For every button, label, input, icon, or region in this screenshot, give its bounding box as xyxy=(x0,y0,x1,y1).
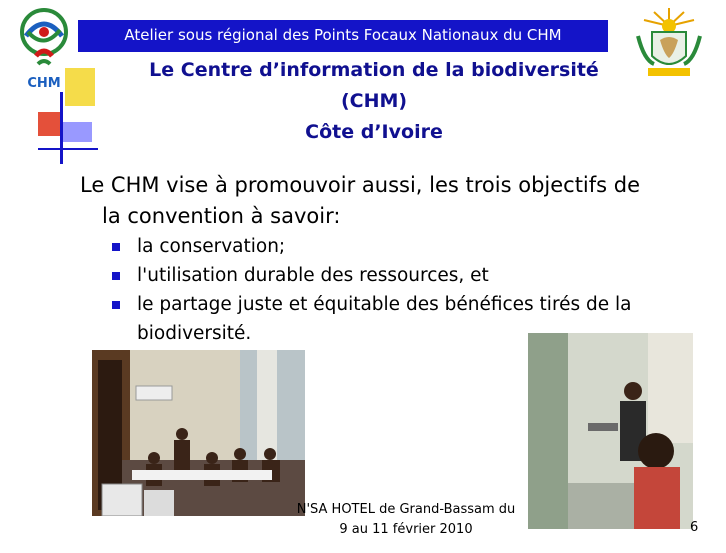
intro-paragraph xyxy=(80,170,710,232)
logo-text: CHM xyxy=(27,76,61,91)
decor-horizontal-line xyxy=(38,148,98,150)
objectives-list xyxy=(112,232,672,348)
intro-line-2: la convention à savoir: xyxy=(102,204,341,228)
page-number: 6 xyxy=(690,520,699,535)
list-item xyxy=(112,232,672,261)
footer xyxy=(296,500,516,540)
bullet-text: l'utilisation durable des ressources, et xyxy=(137,265,489,286)
meeting-room-photo xyxy=(92,350,305,516)
footer-line-1: N'SA HOTEL de Grand-Bassam du xyxy=(296,502,516,517)
presenter-photo xyxy=(528,333,693,529)
list-item xyxy=(112,261,672,290)
intro-line-1: Le CHM vise à promouvoir aussi, les trois objectifs de xyxy=(80,173,641,197)
footer-line-2: 9 au 11 février 2010 xyxy=(339,522,473,537)
chm-globe-logo-icon xyxy=(14,6,74,70)
square-bullet-icon xyxy=(112,243,120,251)
decor-red-block xyxy=(38,112,60,136)
title-line-2: (CHM) xyxy=(340,90,408,112)
bullet-text: la conservation; xyxy=(137,236,286,257)
decor-vertical-line xyxy=(60,92,63,164)
slide-title xyxy=(84,55,664,148)
bullet-text: le partage juste et équitable des bénéfices tirés de la biodiversité. xyxy=(137,294,632,344)
header-subtitle: Atelier sous régional des Points Focaux Nationaux du CHM xyxy=(124,26,562,44)
title-line-3: Côte d’Ivoire xyxy=(305,121,443,143)
square-bullet-icon xyxy=(112,272,120,280)
title-line-1: Le Centre d’information de la biodiversité xyxy=(149,59,599,81)
square-bullet-icon xyxy=(112,301,120,309)
